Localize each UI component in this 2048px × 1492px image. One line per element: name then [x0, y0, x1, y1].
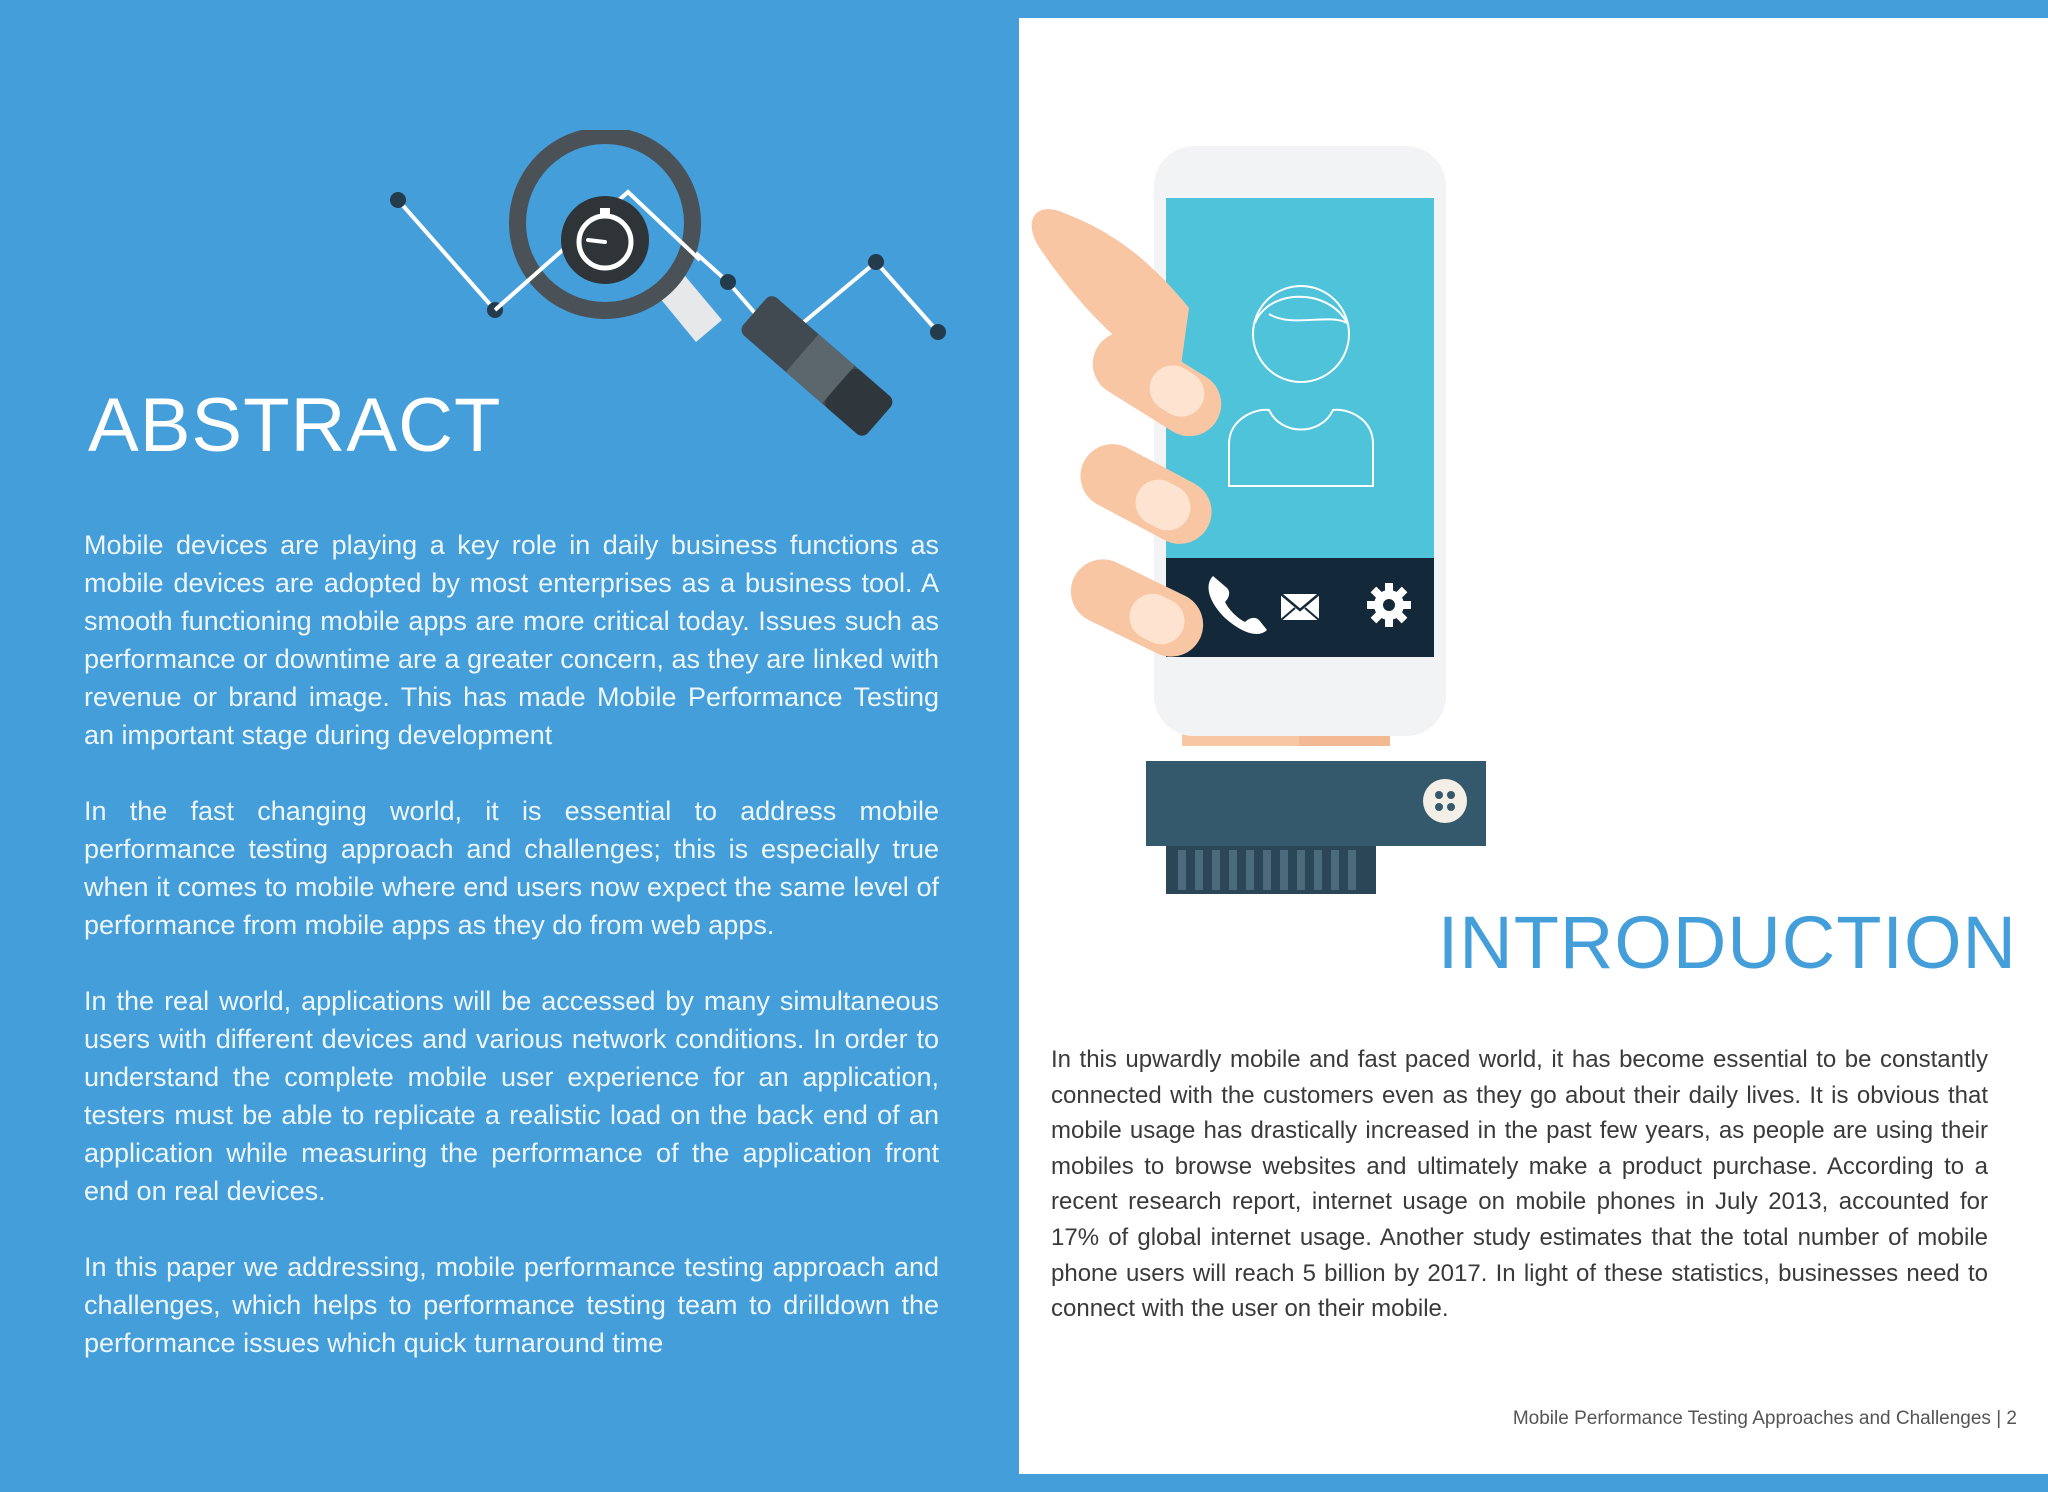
- stopwatch-icon: [561, 196, 649, 284]
- abstract-heading: ABSTRACT: [88, 383, 502, 468]
- introduction-panel: [1019, 18, 2048, 1474]
- mail-icon: [1281, 594, 1319, 620]
- introduction-heading: INTRODUCTION: [1437, 901, 2017, 984]
- abstract-paragraph-4: In this paper we addressing, mobile performance testing approach and challenges, which helps to performance testing team to drilldown the performance issues which quick turnaround time: [84, 1252, 939, 1358]
- page-footer: Mobile Performance Testing Approaches and Challenges | 2: [1512, 1408, 2017, 1429]
- abstract-paragraph-2: In the fast changing world, it is essential to address mobile performance testing approach and challenges; this is especially true when it comes to mobile where end users now expect the same level of performance from mobile apps as they do from web apps.: [84, 796, 939, 940]
- gear-icon: [1367, 583, 1411, 627]
- magnifier-icon: [495, 130, 896, 439]
- hand-holding-phone-illustration: [1029, 118, 1549, 998]
- abstract-paragraph-3: In the real world, applications will be accessed by many simultaneous users with different devices and various network conditions. In order to understand the complete mobile user experience for an application, testers must be able to replicate a realistic load on the back end of an application while measuring the performance of the application front end on real devices.: [84, 986, 939, 1206]
- abstract-paragraph-1: Mobile devices are playing a key role in daily business functions as mobile devices are adopted by most enterprises as a business tool. A smooth functioning mobile apps are more critical today. Issues such as performance or downtime are a greater concern, as they are linked with revenue or brand image. This has made Mobile Performance Testing an important stage during development: [84, 530, 939, 750]
- abstract-body: [84, 526, 939, 1400]
- phone-device: [1154, 146, 1446, 736]
- sleeve-cuff: [1146, 761, 1486, 894]
- abstract-panel: [0, 0, 1019, 1492]
- introduction-body: In this upwardly mobile and fast paced world, it has become essential to be constantly connected with the customers even as they go about their daily lives. It is obvious that mobile usage has drastically increased in the past few years, as people are using their mobiles to browse websites and ultimately make a product purchase. According to a recent research report, internet usage on mobile phones in July 2013, accounted for 17% of global internet usage. Another study estimates that the total number of mobile phone users will reach 5 billion by 2017. In light of these statistics, businesses need to connect with the user on their mobile.: [1051, 1046, 1988, 1323]
- cufflink-button-icon: [1423, 779, 1467, 823]
